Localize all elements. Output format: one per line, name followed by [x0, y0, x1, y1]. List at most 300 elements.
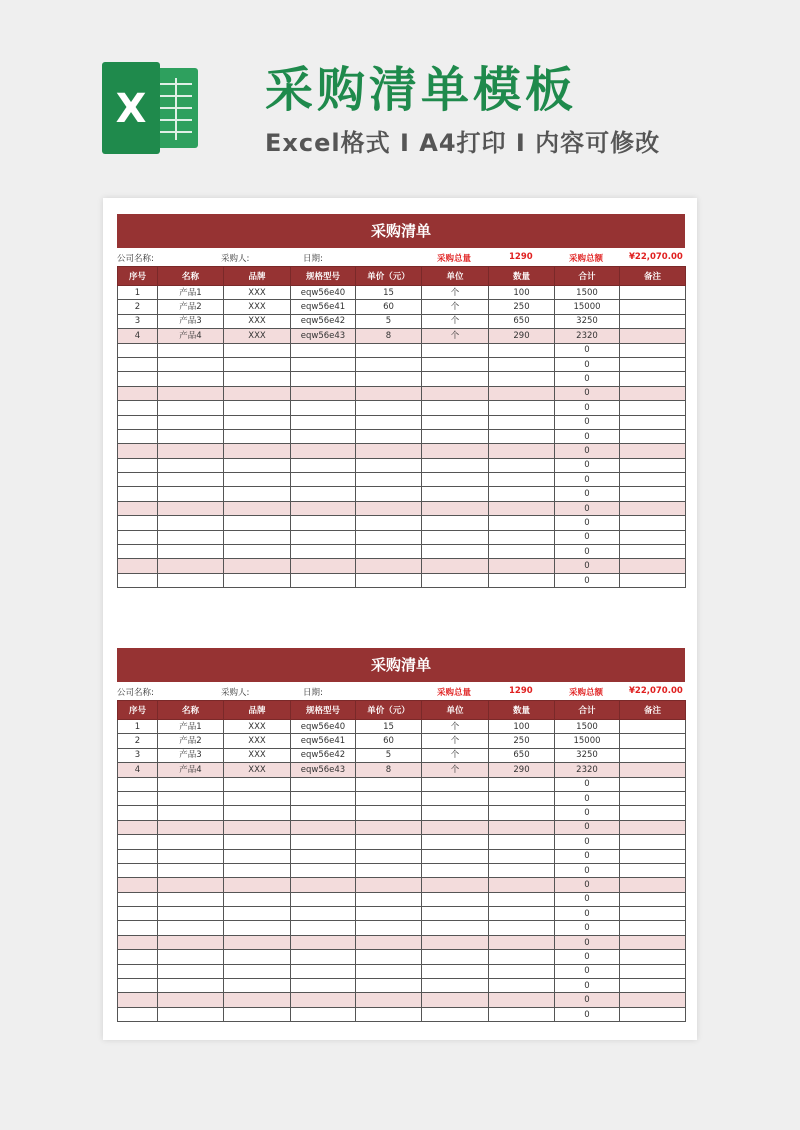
- table-cell[interactable]: [620, 921, 686, 935]
- table-cell[interactable]: [118, 849, 158, 863]
- table-cell[interactable]: [489, 559, 555, 573]
- table-cell[interactable]: [224, 777, 291, 791]
- table-cell[interactable]: [489, 935, 555, 949]
- table-cell[interactable]: [489, 878, 555, 892]
- table-cell[interactable]: [356, 343, 422, 357]
- table-cell[interactable]: [291, 863, 356, 877]
- table-cell[interactable]: [224, 993, 291, 1007]
- table-cell[interactable]: [620, 878, 686, 892]
- table-cell[interactable]: [118, 935, 158, 949]
- table-cell[interactable]: [291, 878, 356, 892]
- table-cell[interactable]: [620, 487, 686, 501]
- table-cell[interactable]: [356, 820, 422, 834]
- table-cell[interactable]: [291, 849, 356, 863]
- table-cell[interactable]: [489, 487, 555, 501]
- table-cell[interactable]: [224, 964, 291, 978]
- table-cell[interactable]: [291, 950, 356, 964]
- table-cell[interactable]: [118, 501, 158, 515]
- table-cell[interactable]: [118, 892, 158, 906]
- table-cell[interactable]: [158, 1007, 224, 1021]
- table-cell[interactable]: XXX: [224, 314, 291, 328]
- table-cell[interactable]: [118, 1007, 158, 1021]
- table-cell[interactable]: [224, 979, 291, 993]
- table-cell[interactable]: [422, 357, 489, 371]
- table-cell[interactable]: 0: [555, 950, 620, 964]
- table-cell[interactable]: 290: [489, 763, 555, 777]
- table-cell[interactable]: [291, 501, 356, 515]
- table-cell[interactable]: [291, 820, 356, 834]
- table-cell[interactable]: [422, 950, 489, 964]
- table-cell[interactable]: eqw56e40: [291, 286, 356, 300]
- table-cell[interactable]: [224, 878, 291, 892]
- table-cell[interactable]: [356, 487, 422, 501]
- table-cell[interactable]: [158, 501, 224, 515]
- table-cell[interactable]: 0: [555, 401, 620, 415]
- table-cell[interactable]: [489, 907, 555, 921]
- table-cell[interactable]: [422, 401, 489, 415]
- table-cell[interactable]: [620, 748, 686, 762]
- table-cell[interactable]: [224, 935, 291, 949]
- table-cell[interactable]: 产品4: [158, 329, 224, 343]
- table-cell[interactable]: [356, 849, 422, 863]
- table-cell[interactable]: [620, 950, 686, 964]
- table-cell[interactable]: [291, 935, 356, 949]
- table-cell[interactable]: [224, 516, 291, 530]
- table-cell[interactable]: [620, 516, 686, 530]
- table-cell[interactable]: [291, 993, 356, 1007]
- table-cell[interactable]: [356, 516, 422, 530]
- table-cell[interactable]: [620, 343, 686, 357]
- table-cell[interactable]: 15000: [555, 300, 620, 314]
- table-cell[interactable]: [158, 343, 224, 357]
- table-cell[interactable]: [489, 516, 555, 530]
- table-cell[interactable]: [158, 357, 224, 371]
- table-cell[interactable]: [291, 429, 356, 443]
- table-cell[interactable]: 0: [555, 559, 620, 573]
- table-cell[interactable]: 8: [356, 329, 422, 343]
- table-cell[interactable]: 0: [555, 806, 620, 820]
- table-cell[interactable]: [224, 950, 291, 964]
- table-cell[interactable]: [118, 429, 158, 443]
- table-cell[interactable]: [118, 921, 158, 935]
- table-cell[interactable]: 个: [422, 300, 489, 314]
- table-cell[interactable]: [356, 878, 422, 892]
- table-cell[interactable]: [118, 777, 158, 791]
- table-cell[interactable]: [224, 907, 291, 921]
- table-cell[interactable]: [620, 820, 686, 834]
- table-cell[interactable]: [118, 372, 158, 386]
- table-cell[interactable]: XXX: [224, 763, 291, 777]
- table-cell[interactable]: 2320: [555, 763, 620, 777]
- table-cell[interactable]: [356, 357, 422, 371]
- table-cell[interactable]: 3: [118, 748, 158, 762]
- table-cell[interactable]: [422, 415, 489, 429]
- table-cell[interactable]: XXX: [224, 329, 291, 343]
- table-cell[interactable]: [158, 878, 224, 892]
- table-cell[interactable]: [118, 386, 158, 400]
- table-cell[interactable]: [291, 791, 356, 805]
- table-cell[interactable]: [118, 487, 158, 501]
- table-cell[interactable]: [356, 777, 422, 791]
- table-cell[interactable]: 产品4: [158, 763, 224, 777]
- table-cell[interactable]: [489, 835, 555, 849]
- table-cell[interactable]: [356, 993, 422, 1007]
- table-cell[interactable]: [489, 473, 555, 487]
- table-cell[interactable]: [158, 806, 224, 820]
- table-cell[interactable]: [118, 791, 158, 805]
- table-cell[interactable]: 1: [118, 286, 158, 300]
- table-cell[interactable]: [224, 415, 291, 429]
- table-cell[interactable]: [291, 444, 356, 458]
- table-cell[interactable]: 产品3: [158, 748, 224, 762]
- table-cell[interactable]: [158, 979, 224, 993]
- table-cell[interactable]: [620, 545, 686, 559]
- table-cell[interactable]: [291, 357, 356, 371]
- table-cell[interactable]: [620, 286, 686, 300]
- table-cell[interactable]: [118, 835, 158, 849]
- table-cell[interactable]: [489, 372, 555, 386]
- table-cell[interactable]: [158, 921, 224, 935]
- table-cell[interactable]: [620, 863, 686, 877]
- table-cell[interactable]: [158, 401, 224, 415]
- table-cell[interactable]: 个: [422, 314, 489, 328]
- table-cell[interactable]: [118, 878, 158, 892]
- table-cell[interactable]: [224, 820, 291, 834]
- table-cell[interactable]: [118, 573, 158, 587]
- table-cell[interactable]: [118, 907, 158, 921]
- table-cell[interactable]: [422, 791, 489, 805]
- table-cell[interactable]: [620, 372, 686, 386]
- table-cell[interactable]: [224, 849, 291, 863]
- table-cell[interactable]: [291, 979, 356, 993]
- table-cell[interactable]: [224, 573, 291, 587]
- table-cell[interactable]: 0: [555, 935, 620, 949]
- table-cell[interactable]: [620, 401, 686, 415]
- table-cell[interactable]: [224, 458, 291, 472]
- table-cell[interactable]: [291, 458, 356, 472]
- table-cell[interactable]: [489, 979, 555, 993]
- table-cell[interactable]: [291, 806, 356, 820]
- table-cell[interactable]: [224, 791, 291, 805]
- table-cell[interactable]: 3: [118, 314, 158, 328]
- table-cell[interactable]: 0: [555, 907, 620, 921]
- table-cell[interactable]: [224, 806, 291, 820]
- table-cell[interactable]: 650: [489, 314, 555, 328]
- table-cell[interactable]: [158, 950, 224, 964]
- table-cell[interactable]: [224, 429, 291, 443]
- table-cell[interactable]: 0: [555, 892, 620, 906]
- table-cell[interactable]: 4: [118, 763, 158, 777]
- table-cell[interactable]: [356, 964, 422, 978]
- table-cell[interactable]: [620, 314, 686, 328]
- table-cell[interactable]: [224, 501, 291, 515]
- table-cell[interactable]: [291, 1007, 356, 1021]
- table-cell[interactable]: [620, 357, 686, 371]
- table-cell[interactable]: [422, 892, 489, 906]
- table-cell[interactable]: [118, 559, 158, 573]
- table-cell[interactable]: eqw56e43: [291, 329, 356, 343]
- table-cell[interactable]: 0: [555, 1007, 620, 1021]
- table-cell[interactable]: [422, 473, 489, 487]
- table-cell[interactable]: [356, 892, 422, 906]
- table-cell[interactable]: [356, 921, 422, 935]
- table-cell[interactable]: [118, 415, 158, 429]
- table-cell[interactable]: [422, 386, 489, 400]
- table-cell[interactable]: [620, 329, 686, 343]
- table-cell[interactable]: [356, 401, 422, 415]
- table-cell[interactable]: [158, 964, 224, 978]
- table-cell[interactable]: [224, 921, 291, 935]
- table-cell[interactable]: [118, 458, 158, 472]
- table-cell[interactable]: [620, 806, 686, 820]
- table-cell[interactable]: [158, 516, 224, 530]
- table-cell[interactable]: 60: [356, 300, 422, 314]
- table-cell[interactable]: [118, 820, 158, 834]
- table-cell[interactable]: [422, 835, 489, 849]
- table-cell[interactable]: [291, 777, 356, 791]
- table-cell[interactable]: [489, 820, 555, 834]
- table-cell[interactable]: 290: [489, 329, 555, 343]
- table-cell[interactable]: [118, 401, 158, 415]
- table-cell[interactable]: [118, 950, 158, 964]
- table-cell[interactable]: 产品3: [158, 314, 224, 328]
- table-cell[interactable]: [489, 849, 555, 863]
- table-cell[interactable]: 个: [422, 720, 489, 734]
- table-cell[interactable]: [356, 444, 422, 458]
- table-cell[interactable]: [620, 791, 686, 805]
- table-cell[interactable]: 产品2: [158, 734, 224, 748]
- table-cell[interactable]: [620, 892, 686, 906]
- table-cell[interactable]: [356, 415, 422, 429]
- table-cell[interactable]: 2: [118, 734, 158, 748]
- table-cell[interactable]: [224, 487, 291, 501]
- table-cell[interactable]: [158, 545, 224, 559]
- table-cell[interactable]: 0: [555, 516, 620, 530]
- table-cell[interactable]: [620, 1007, 686, 1021]
- table-cell[interactable]: [291, 545, 356, 559]
- table-cell[interactable]: [620, 473, 686, 487]
- table-cell[interactable]: [422, 878, 489, 892]
- table-cell[interactable]: [158, 444, 224, 458]
- table-cell[interactable]: [118, 516, 158, 530]
- table-cell[interactable]: [158, 573, 224, 587]
- table-cell[interactable]: [291, 343, 356, 357]
- table-cell[interactable]: 0: [555, 820, 620, 834]
- table-cell[interactable]: [158, 458, 224, 472]
- table-cell[interactable]: [489, 1007, 555, 1021]
- table-cell[interactable]: [489, 777, 555, 791]
- table-cell[interactable]: [356, 950, 422, 964]
- table-cell[interactable]: [118, 473, 158, 487]
- table-cell[interactable]: 0: [555, 791, 620, 805]
- table-cell[interactable]: [158, 372, 224, 386]
- table-cell[interactable]: 0: [555, 386, 620, 400]
- table-cell[interactable]: [356, 458, 422, 472]
- table-cell[interactable]: [489, 429, 555, 443]
- table-cell[interactable]: [158, 429, 224, 443]
- table-cell[interactable]: 0: [555, 487, 620, 501]
- table-cell[interactable]: 0: [555, 993, 620, 1007]
- table-cell[interactable]: [422, 429, 489, 443]
- table-cell[interactable]: [620, 734, 686, 748]
- table-cell[interactable]: [356, 835, 422, 849]
- table-cell[interactable]: [422, 501, 489, 515]
- table-cell[interactable]: [489, 386, 555, 400]
- table-cell[interactable]: [620, 993, 686, 1007]
- table-cell[interactable]: [489, 950, 555, 964]
- table-cell[interactable]: [489, 444, 555, 458]
- table-cell[interactable]: [620, 386, 686, 400]
- table-cell[interactable]: 15000: [555, 734, 620, 748]
- table-cell[interactable]: [224, 386, 291, 400]
- table-cell[interactable]: 1500: [555, 286, 620, 300]
- table-cell[interactable]: [489, 501, 555, 515]
- table-cell[interactable]: [291, 473, 356, 487]
- table-cell[interactable]: 0: [555, 458, 620, 472]
- table-cell[interactable]: [158, 386, 224, 400]
- table-cell[interactable]: [291, 573, 356, 587]
- table-cell[interactable]: [291, 487, 356, 501]
- table-cell[interactable]: [356, 573, 422, 587]
- table-cell[interactable]: [489, 343, 555, 357]
- table-cell[interactable]: [356, 530, 422, 544]
- table-cell[interactable]: 个: [422, 763, 489, 777]
- table-cell[interactable]: [489, 863, 555, 877]
- table-cell[interactable]: [158, 892, 224, 906]
- table-cell[interactable]: [158, 835, 224, 849]
- table-cell[interactable]: [118, 357, 158, 371]
- table-cell[interactable]: eqw56e42: [291, 748, 356, 762]
- table-cell[interactable]: [620, 907, 686, 921]
- table-cell[interactable]: [489, 806, 555, 820]
- table-cell[interactable]: [422, 444, 489, 458]
- table-cell[interactable]: [224, 545, 291, 559]
- table-cell[interactable]: [224, 835, 291, 849]
- table-cell[interactable]: 15: [356, 720, 422, 734]
- table-cell[interactable]: [356, 1007, 422, 1021]
- table-cell[interactable]: [291, 921, 356, 935]
- table-cell[interactable]: [422, 777, 489, 791]
- table-cell[interactable]: [224, 559, 291, 573]
- table-cell[interactable]: [620, 720, 686, 734]
- table-cell[interactable]: [158, 935, 224, 949]
- table-cell[interactable]: [620, 559, 686, 573]
- table-cell[interactable]: 0: [555, 415, 620, 429]
- table-cell[interactable]: [489, 964, 555, 978]
- table-cell[interactable]: [422, 1007, 489, 1021]
- table-cell[interactable]: [489, 545, 555, 559]
- table-cell[interactable]: XXX: [224, 734, 291, 748]
- table-cell[interactable]: [118, 343, 158, 357]
- table-cell[interactable]: 4: [118, 329, 158, 343]
- table-cell[interactable]: [291, 530, 356, 544]
- table-cell[interactable]: eqw56e43: [291, 763, 356, 777]
- table-cell[interactable]: [356, 545, 422, 559]
- table-cell[interactable]: [489, 357, 555, 371]
- table-cell[interactable]: [158, 415, 224, 429]
- table-cell[interactable]: eqw56e40: [291, 720, 356, 734]
- table-cell[interactable]: [291, 559, 356, 573]
- table-cell[interactable]: [489, 415, 555, 429]
- table-cell[interactable]: [620, 501, 686, 515]
- table-cell[interactable]: [224, 343, 291, 357]
- table-cell[interactable]: [620, 835, 686, 849]
- table-cell[interactable]: 60: [356, 734, 422, 748]
- table-cell[interactable]: [489, 458, 555, 472]
- table-cell[interactable]: 0: [555, 501, 620, 515]
- table-cell[interactable]: 0: [555, 878, 620, 892]
- table-cell[interactable]: [356, 559, 422, 573]
- table-cell[interactable]: [620, 415, 686, 429]
- table-cell[interactable]: [158, 473, 224, 487]
- table-cell[interactable]: [422, 935, 489, 949]
- table-cell[interactable]: [620, 458, 686, 472]
- table-cell[interactable]: 产品1: [158, 286, 224, 300]
- table-cell[interactable]: [422, 343, 489, 357]
- table-cell[interactable]: [118, 863, 158, 877]
- table-cell[interactable]: XXX: [224, 286, 291, 300]
- table-cell[interactable]: [620, 763, 686, 777]
- table-cell[interactable]: 0: [555, 372, 620, 386]
- table-cell[interactable]: [489, 791, 555, 805]
- table-cell[interactable]: 0: [555, 573, 620, 587]
- table-cell[interactable]: [422, 559, 489, 573]
- table-cell[interactable]: [291, 401, 356, 415]
- table-cell[interactable]: [158, 777, 224, 791]
- table-cell[interactable]: 100: [489, 286, 555, 300]
- table-cell[interactable]: [158, 849, 224, 863]
- table-cell[interactable]: [158, 530, 224, 544]
- table-cell[interactable]: [158, 907, 224, 921]
- table-cell[interactable]: [620, 964, 686, 978]
- table-cell[interactable]: [356, 979, 422, 993]
- table-cell[interactable]: 个: [422, 286, 489, 300]
- table-cell[interactable]: 0: [555, 921, 620, 935]
- table-cell[interactable]: [422, 458, 489, 472]
- table-cell[interactable]: [356, 907, 422, 921]
- table-cell[interactable]: 0: [555, 444, 620, 458]
- table-cell[interactable]: 1500: [555, 720, 620, 734]
- table-cell[interactable]: 0: [555, 545, 620, 559]
- table-cell[interactable]: [118, 545, 158, 559]
- table-cell[interactable]: [224, 863, 291, 877]
- table-cell[interactable]: 0: [555, 835, 620, 849]
- table-cell[interactable]: 250: [489, 300, 555, 314]
- table-cell[interactable]: [158, 863, 224, 877]
- table-cell[interactable]: [422, 820, 489, 834]
- table-cell[interactable]: 0: [555, 849, 620, 863]
- table-cell[interactable]: [620, 935, 686, 949]
- table-cell[interactable]: 0: [555, 863, 620, 877]
- table-cell[interactable]: [356, 806, 422, 820]
- table-cell[interactable]: 0: [555, 357, 620, 371]
- table-cell[interactable]: [224, 473, 291, 487]
- table-cell[interactable]: [489, 993, 555, 1007]
- table-cell[interactable]: [158, 820, 224, 834]
- table-cell[interactable]: [356, 501, 422, 515]
- table-cell[interactable]: eqw56e41: [291, 300, 356, 314]
- table-cell[interactable]: 3250: [555, 314, 620, 328]
- table-cell[interactable]: 650: [489, 748, 555, 762]
- table-cell[interactable]: [489, 401, 555, 415]
- table-cell[interactable]: 个: [422, 329, 489, 343]
- table-cell[interactable]: [422, 993, 489, 1007]
- table-cell[interactable]: [422, 849, 489, 863]
- table-cell[interactable]: [422, 487, 489, 501]
- table-cell[interactable]: 产品1: [158, 720, 224, 734]
- table-cell[interactable]: [118, 530, 158, 544]
- table-cell[interactable]: [291, 964, 356, 978]
